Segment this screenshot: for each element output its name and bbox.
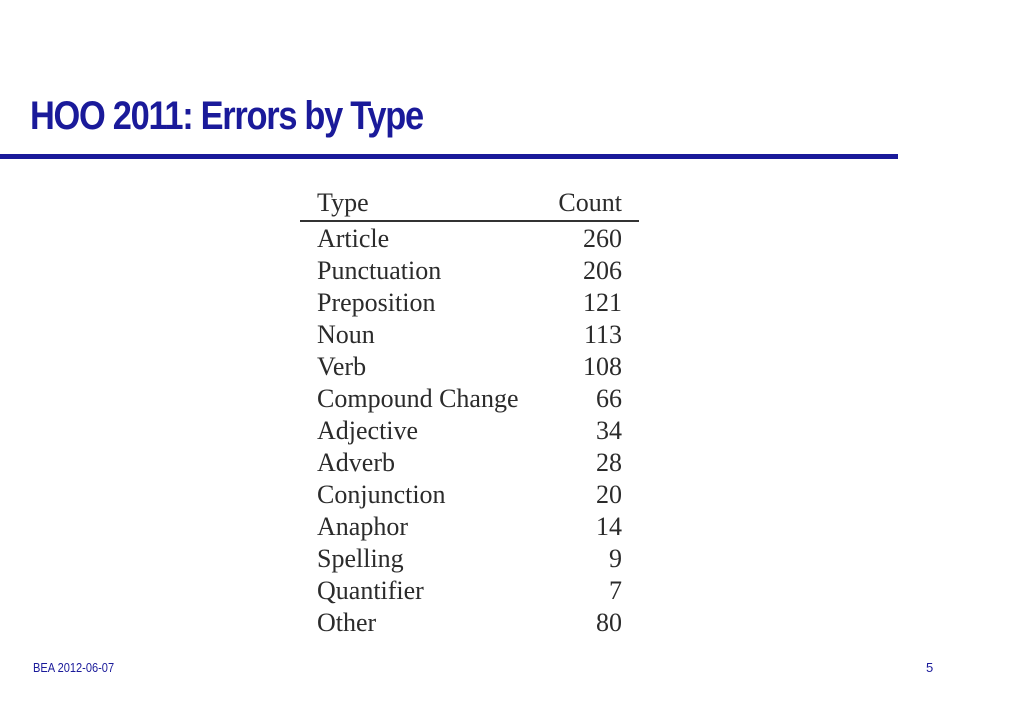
table-row	[300, 447, 639, 479]
cell-type: Other	[317, 608, 377, 637]
table-row	[300, 255, 639, 287]
table-row	[300, 479, 639, 511]
table-row	[300, 383, 639, 415]
table-body	[300, 221, 639, 639]
cell-type: Verb	[317, 352, 367, 381]
table-row	[300, 351, 639, 383]
cell-type: Spelling	[317, 544, 404, 573]
cell-type: Punctuation	[317, 256, 442, 285]
cell-type: Quantifier	[317, 576, 424, 605]
cell-type: Noun	[317, 320, 375, 349]
header-type: Type	[300, 188, 540, 221]
cell-type: Compound Change	[317, 384, 519, 413]
cell-count: 206	[583, 256, 622, 285]
cell-count: 9	[609, 544, 622, 573]
title-underline	[0, 154, 898, 159]
cell-count: 20	[596, 480, 622, 509]
table-row	[300, 575, 639, 607]
header-count: Count	[540, 188, 639, 221]
header-row	[300, 188, 639, 221]
cell-type: Preposition	[317, 288, 436, 317]
table-row	[300, 287, 639, 319]
table-header	[300, 188, 639, 221]
errors-by-type-table	[300, 188, 639, 639]
slide-title: HOO 2011: Errors by Type	[30, 94, 423, 138]
cell-type: Anaphor	[317, 512, 408, 541]
table-row	[300, 415, 639, 447]
table-row	[300, 511, 639, 543]
cell-count: 14	[596, 512, 622, 541]
cell-count: 108	[583, 352, 622, 381]
cell-type: Conjunction	[317, 480, 446, 509]
cell-type: Adjective	[317, 416, 419, 445]
cell-count: 7	[609, 576, 622, 605]
table-row	[300, 607, 639, 639]
cell-count: 28	[596, 448, 622, 477]
footer-date: BEA 2012-06-07	[33, 660, 115, 675]
cell-count: 260	[583, 224, 622, 253]
cell-type: Adverb	[317, 448, 395, 477]
cell-count: 66	[596, 384, 622, 413]
table-row	[300, 319, 639, 351]
cell-count: 80	[596, 608, 622, 637]
cell-count: 121	[583, 288, 622, 317]
table-row	[300, 543, 639, 575]
cell-count: 113	[583, 320, 622, 349]
cell-count: 34	[596, 416, 622, 445]
errors-table-container	[300, 188, 639, 639]
page-number: 5	[926, 660, 934, 675]
cell-type: Article	[317, 224, 390, 253]
table-row	[300, 221, 639, 255]
